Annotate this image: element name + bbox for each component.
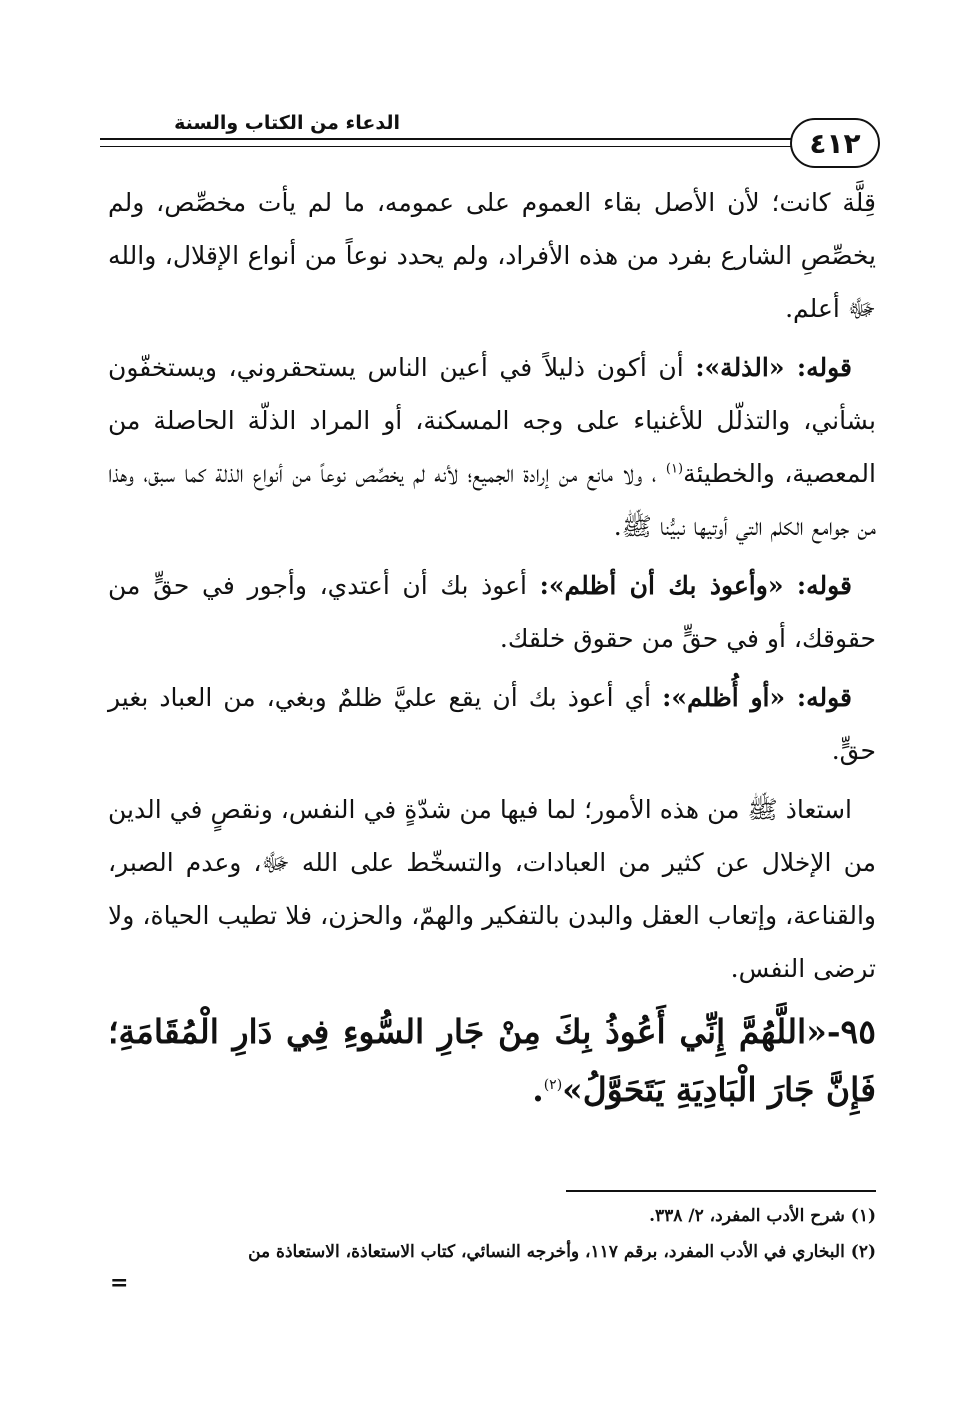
continuation-mark: =	[110, 1270, 129, 1296]
paragraph-4-label: قوله: «أو أُظلم»:	[662, 683, 852, 712]
paragraph-4	[108, 671, 876, 777]
paragraph-2-text: أن أكون ذليلاً في أعين الناس يستحقروني، ويستخفّون بشأني، والتذلّل للأغنياء على وجه المسكنة، أو المراد الذلّة الحاصلة من المعصية، والخطيئة	[108, 353, 876, 488]
paragraph-3-text: أعوذ بك أن أعتدي، وأجور في حقٍّ من حقوقك، أو في حقٍّ من حقوق خلقك.	[108, 571, 876, 653]
header-rule-thin	[100, 146, 800, 147]
footnote-1: (١) شرح الأدب المفرد، ٢/ ٣٣٨.	[649, 1206, 876, 1226]
footnote-ref-2: (٢)	[543, 1077, 563, 1093]
hadith-95	[108, 1003, 876, 1119]
footnotes	[108, 1198, 876, 1270]
header-rule	[100, 138, 800, 140]
page-number-badge: ٤١٢	[790, 118, 880, 168]
paragraph-2-text-cont: ، ولا مانع من إرادة الجميع؛ لأنه لم يخصِّص نوعاً من أنواع الذلة كما سبق، وهذا من جوامع الكلم التي أوتيها نبيُّنا ﷺ.	[108, 459, 876, 541]
paragraph-1: قِلَّة كانت؛ لأن الأصل بقاء العموم على عمومه، ما لم يأت مخصِّص، ولم يخصِّصِ الشارع بفرد من هذه الأفراد، ولم يحدد نوعاً من أنواع الإقلال، والله ﷻ أعلم.	[108, 188, 876, 323]
paragraph-2	[108, 341, 876, 553]
footnote-2: (٢) البخاري في الأدب المفرد، برقم ١١٧، وأخرجه النسائي، كتاب الاستعاذة، الاستعاذة من	[248, 1242, 876, 1262]
footnote-ref-1: (١)	[665, 461, 684, 477]
footnote-separator	[566, 1190, 876, 1192]
hadith-end: .	[532, 1070, 544, 1109]
paragraph-5: استعاذ ﷺ من هذه الأمور؛ لما فيها من شدّةٍ في النفس، ونقصٍ في الدين من الإخلال عن كثير من العبادات، والتسخّط على الله ﷻ، وعدم الصبر، والقناعة، وإتعاب العقل والبدن بالتفكير والهمّ، والحزن، فلا تطيب الحياة، ولا ترضى النفس.	[108, 795, 876, 983]
main-text	[108, 176, 876, 1125]
paragraph-3-label: قوله: «وأعوذ بك أن أظلم»:	[539, 571, 852, 600]
paragraph-2-label: قوله: «الذلة»:	[695, 353, 852, 382]
hadith-text: ٩٥-«اللَّهُمَّ إِنِّي أَعُوذُ بِكَ مِنْ جَارِ السُّوءِ فِي دَارِ الْمُقَامَةِ؛ فَإِنَّ جَارَ الْبَادِيَةِ يَتَحَوَّلُ»	[108, 1012, 876, 1109]
paragraph-3	[108, 559, 876, 665]
paragraph-4-text: أي أعوذ بك أن يقع عليَّ ظلمٌ وبغي، من العباد بغير حقٍّ.	[108, 683, 876, 765]
running-header-title: الدعاء من الكتاب والسنة	[174, 112, 400, 134]
